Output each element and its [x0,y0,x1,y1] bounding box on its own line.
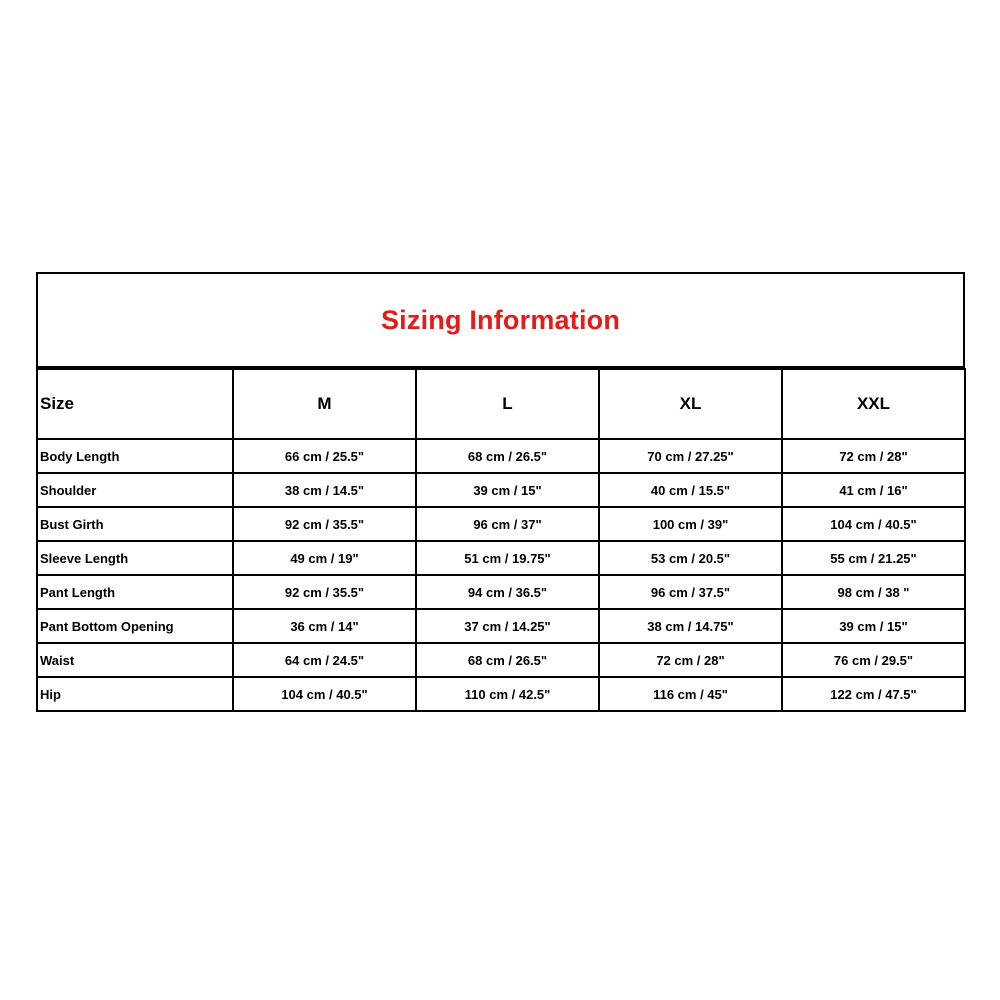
table-cell: 104 cm / 40.5" [233,677,416,711]
table-cell: 94 cm / 36.5" [416,575,599,609]
table-cell: 36 cm / 14" [233,609,416,643]
table-cell: 66 cm / 25.5" [233,439,416,473]
table-cell: 38 cm / 14.5" [233,473,416,507]
table-cell: 40 cm / 15.5" [599,473,782,507]
table-row [37,473,965,507]
row-label: Bust Girth [37,507,233,541]
table-cell: 92 cm / 35.5" [233,575,416,609]
row-label: Shoulder [37,473,233,507]
table-cell: 110 cm / 42.5" [416,677,599,711]
table-cell: 72 cm / 28" [782,439,965,473]
table-cell: 96 cm / 37.5" [599,575,782,609]
table-row [37,643,965,677]
table-cell: 116 cm / 45" [599,677,782,711]
table-row [37,541,965,575]
table-cell: 96 cm / 37" [416,507,599,541]
table-cell: 68 cm / 26.5" [416,439,599,473]
header-size-label: Size [37,369,233,439]
table-cell: 68 cm / 26.5" [416,643,599,677]
size-table [36,368,966,712]
header-size-m: M [233,369,416,439]
header-row [37,369,965,439]
table-row [37,439,965,473]
table-row [37,507,965,541]
table-cell: 55 cm / 21.25" [782,541,965,575]
row-label: Waist [37,643,233,677]
table-cell: 98 cm / 38 " [782,575,965,609]
table-row [37,677,965,711]
header-size-xl: XL [599,369,782,439]
table-cell: 41 cm / 16" [782,473,965,507]
table-cell: 100 cm / 39" [599,507,782,541]
table-cell: 49 cm / 19" [233,541,416,575]
table-cell: 104 cm / 40.5" [782,507,965,541]
row-label: Pant Length [37,575,233,609]
table-row [37,575,965,609]
table-cell: 122 cm / 47.5" [782,677,965,711]
table-cell: 51 cm / 19.75" [416,541,599,575]
table-cell: 64 cm / 24.5" [233,643,416,677]
table-cell: 39 cm / 15" [782,609,965,643]
table-cell: 38 cm / 14.75" [599,609,782,643]
table-row [37,609,965,643]
table-cell: 39 cm / 15" [416,473,599,507]
table-cell: 70 cm / 27.25" [599,439,782,473]
table-cell: 92 cm / 35.5" [233,507,416,541]
table-cell: 53 cm / 20.5" [599,541,782,575]
chart-title: Sizing Information [380,304,621,335]
sizing-chart [36,272,965,712]
row-label: Sleeve Length [37,541,233,575]
header-size-xxl: XXL [782,369,965,439]
row-label: Hip [37,677,233,711]
title-box [36,272,965,368]
table-cell: 72 cm / 28" [599,643,782,677]
row-label: Body Length [37,439,233,473]
table-cell: 37 cm / 14.25" [416,609,599,643]
table-cell: 76 cm / 29.5" [782,643,965,677]
row-label: Pant Bottom Opening [37,609,233,643]
header-size-l: L [416,369,599,439]
